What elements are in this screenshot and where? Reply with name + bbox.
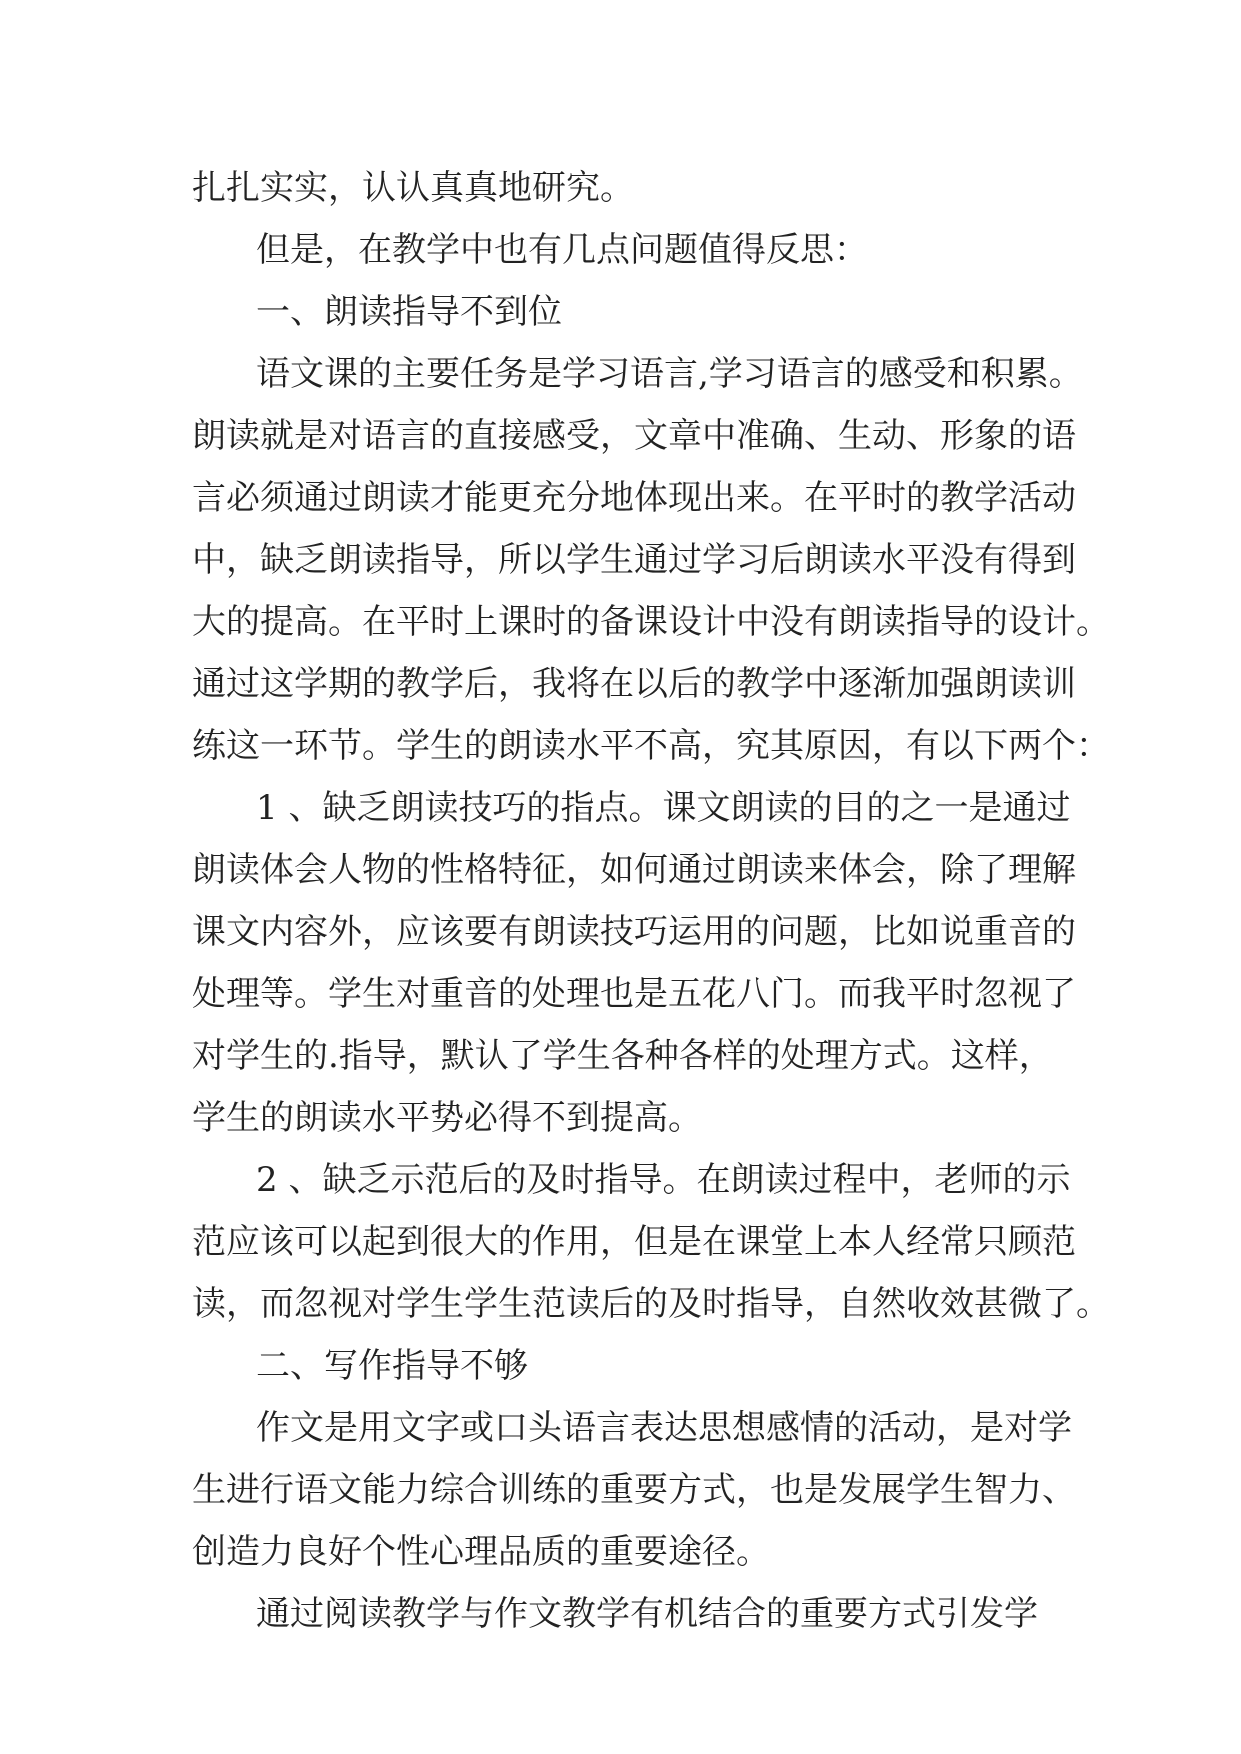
body-text — [192, 157, 1110, 1645]
text-line: 朗读就是对语言的直接感受，文章中准确、生动、形象的语 — [192, 416, 1076, 456]
text-line: 但是，在教学中也有几点问题值得反思： — [256, 230, 868, 270]
text-line: 创造力良好个性心理品质的重要途径。 — [192, 1532, 770, 1572]
text-line: 2 、缺乏示范后的及时指导。在朗读过程中，老师的示 — [256, 1160, 1071, 1200]
text-line: 中，缺乏朗读指导，所以学生通过学习后朗读水平没有得到 — [192, 540, 1076, 580]
text-line: 语文课的主要任务是学习语言,学习语言的感受和积累。 — [256, 354, 1083, 394]
text-line: 扎扎实实，认认真真地研究。 — [192, 168, 634, 208]
text-line: 言必须通过朗读才能更充分地体现出来。在平时的教学活动 — [192, 478, 1076, 518]
text-line: 大的提高。在平时上课时的备课设计中没有朗读指导的设计。 — [192, 602, 1110, 642]
text-line: 通过阅读教学与作文教学有机结合的重要方式引发学 — [256, 1594, 1038, 1634]
text-line: 处理等。学生对重音的处理也是五花八门。而我平时忽视了 — [192, 974, 1076, 1014]
section-heading: 二、写作指导不够 — [256, 1346, 528, 1386]
text-line: 生进行语文能力综合训练的重要方式，也是发展学生智力、 — [192, 1470, 1076, 1510]
text-line: 作文是用文字或口头语言表达思想感情的活动，是对学 — [256, 1408, 1072, 1448]
text-line: 1 、缺乏朗读技巧的指点。课文朗读的目的之一是通过 — [256, 788, 1071, 828]
text-line: 学生的朗读水平势必得不到提高。 — [192, 1098, 702, 1138]
text-line: 范应该可以起到很大的作用，但是在课堂上本人经常只顾范 — [192, 1222, 1076, 1262]
text-line: 通过这学期的教学后，我将在以后的教学中逐渐加强朗读训 — [192, 664, 1076, 704]
text-line: 练这一环节。学生的朗读水平不高，究其原因，有以下两个： — [192, 726, 1110, 766]
section-heading: 一、朗读指导不到位 — [256, 292, 562, 332]
text-line: 课文内容外，应该要有朗读技巧运用的问题，比如说重音的 — [192, 912, 1076, 952]
text-line: 朗读体会人物的性格特征，如何通过朗读来体会，除了理解 — [192, 850, 1076, 890]
text-line: 对学生的.指导，默认了学生各种各样的处理方式。这样， — [192, 1036, 1053, 1076]
text-line: 读，而忽视对学生学生范读后的及时指导，自然收效甚微了。 — [192, 1284, 1110, 1324]
